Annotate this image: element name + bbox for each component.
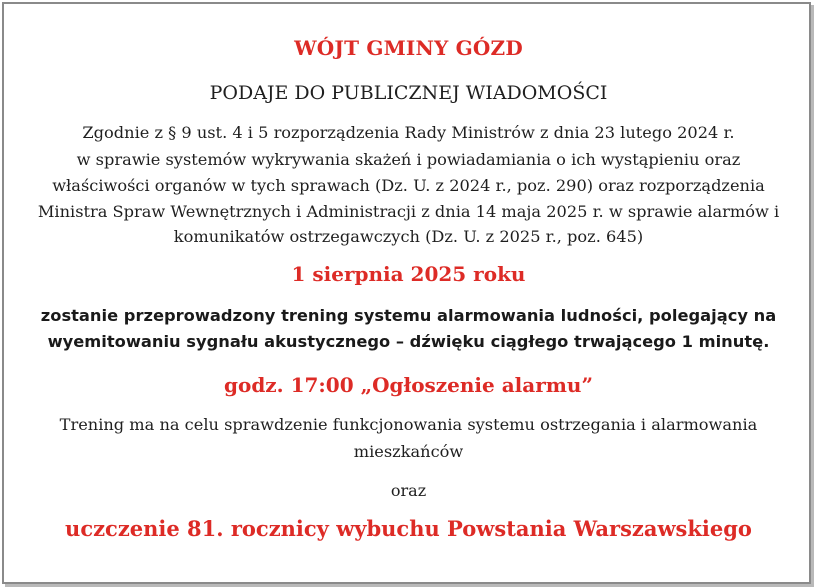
event-date: 1 sierpnia 2025 roku <box>291 262 526 286</box>
notice-frame <box>2 2 811 584</box>
description-line: wyemitowaniu sygnału akustycznego – dźwięku ciągłego trwającego 1 minutę. <box>47 332 770 351</box>
purpose-line: Trening ma na celu sprawdzenie funkcjonowania systemu ostrzegania i alarmowania <box>59 415 758 434</box>
conjunction-text: oraz <box>390 481 427 500</box>
notice-title: WÓJT GMINY GÓZD <box>294 36 523 60</box>
description-line: zostanie przeprowadzony trening systemu alarmowania ludności, polegający na <box>40 306 777 325</box>
notice-subtitle: PODAJE DO PUBLICZNEJ WIADOMOŚCI <box>209 82 608 104</box>
alarm-time: godz. 17:00 „Ogłoszenie alarmu” <box>224 373 593 397</box>
legal-basis-line: Ministra Spraw Wewnętrznych i Administracji z dnia 14 maja 2025 r. w sprawie alarmów i <box>37 202 780 221</box>
legal-basis-line: właściwości organów w tych sprawach (Dz. U. z 2024 r., poz. 290) oraz rozporządzenia <box>52 176 765 195</box>
legal-basis-line: Zgodnie z § 9 ust. 4 i 5 rozporządzenia Rady Ministrów z dnia 23 lutego 2024 r. <box>82 123 735 142</box>
legal-basis-line: w sprawie systemów wykrywania skażeń i powiadamiania o ich wystąpieniu oraz <box>76 150 741 169</box>
anniversary-heading: uczczenie 81. rocznicy wybuchu Powstania Warszawskiego <box>65 516 752 541</box>
legal-basis-line: komunikatów ostrzegawczych (Dz. U. z 2025 r., poz. 645) <box>173 227 644 246</box>
purpose-line: mieszkańców <box>353 442 464 461</box>
